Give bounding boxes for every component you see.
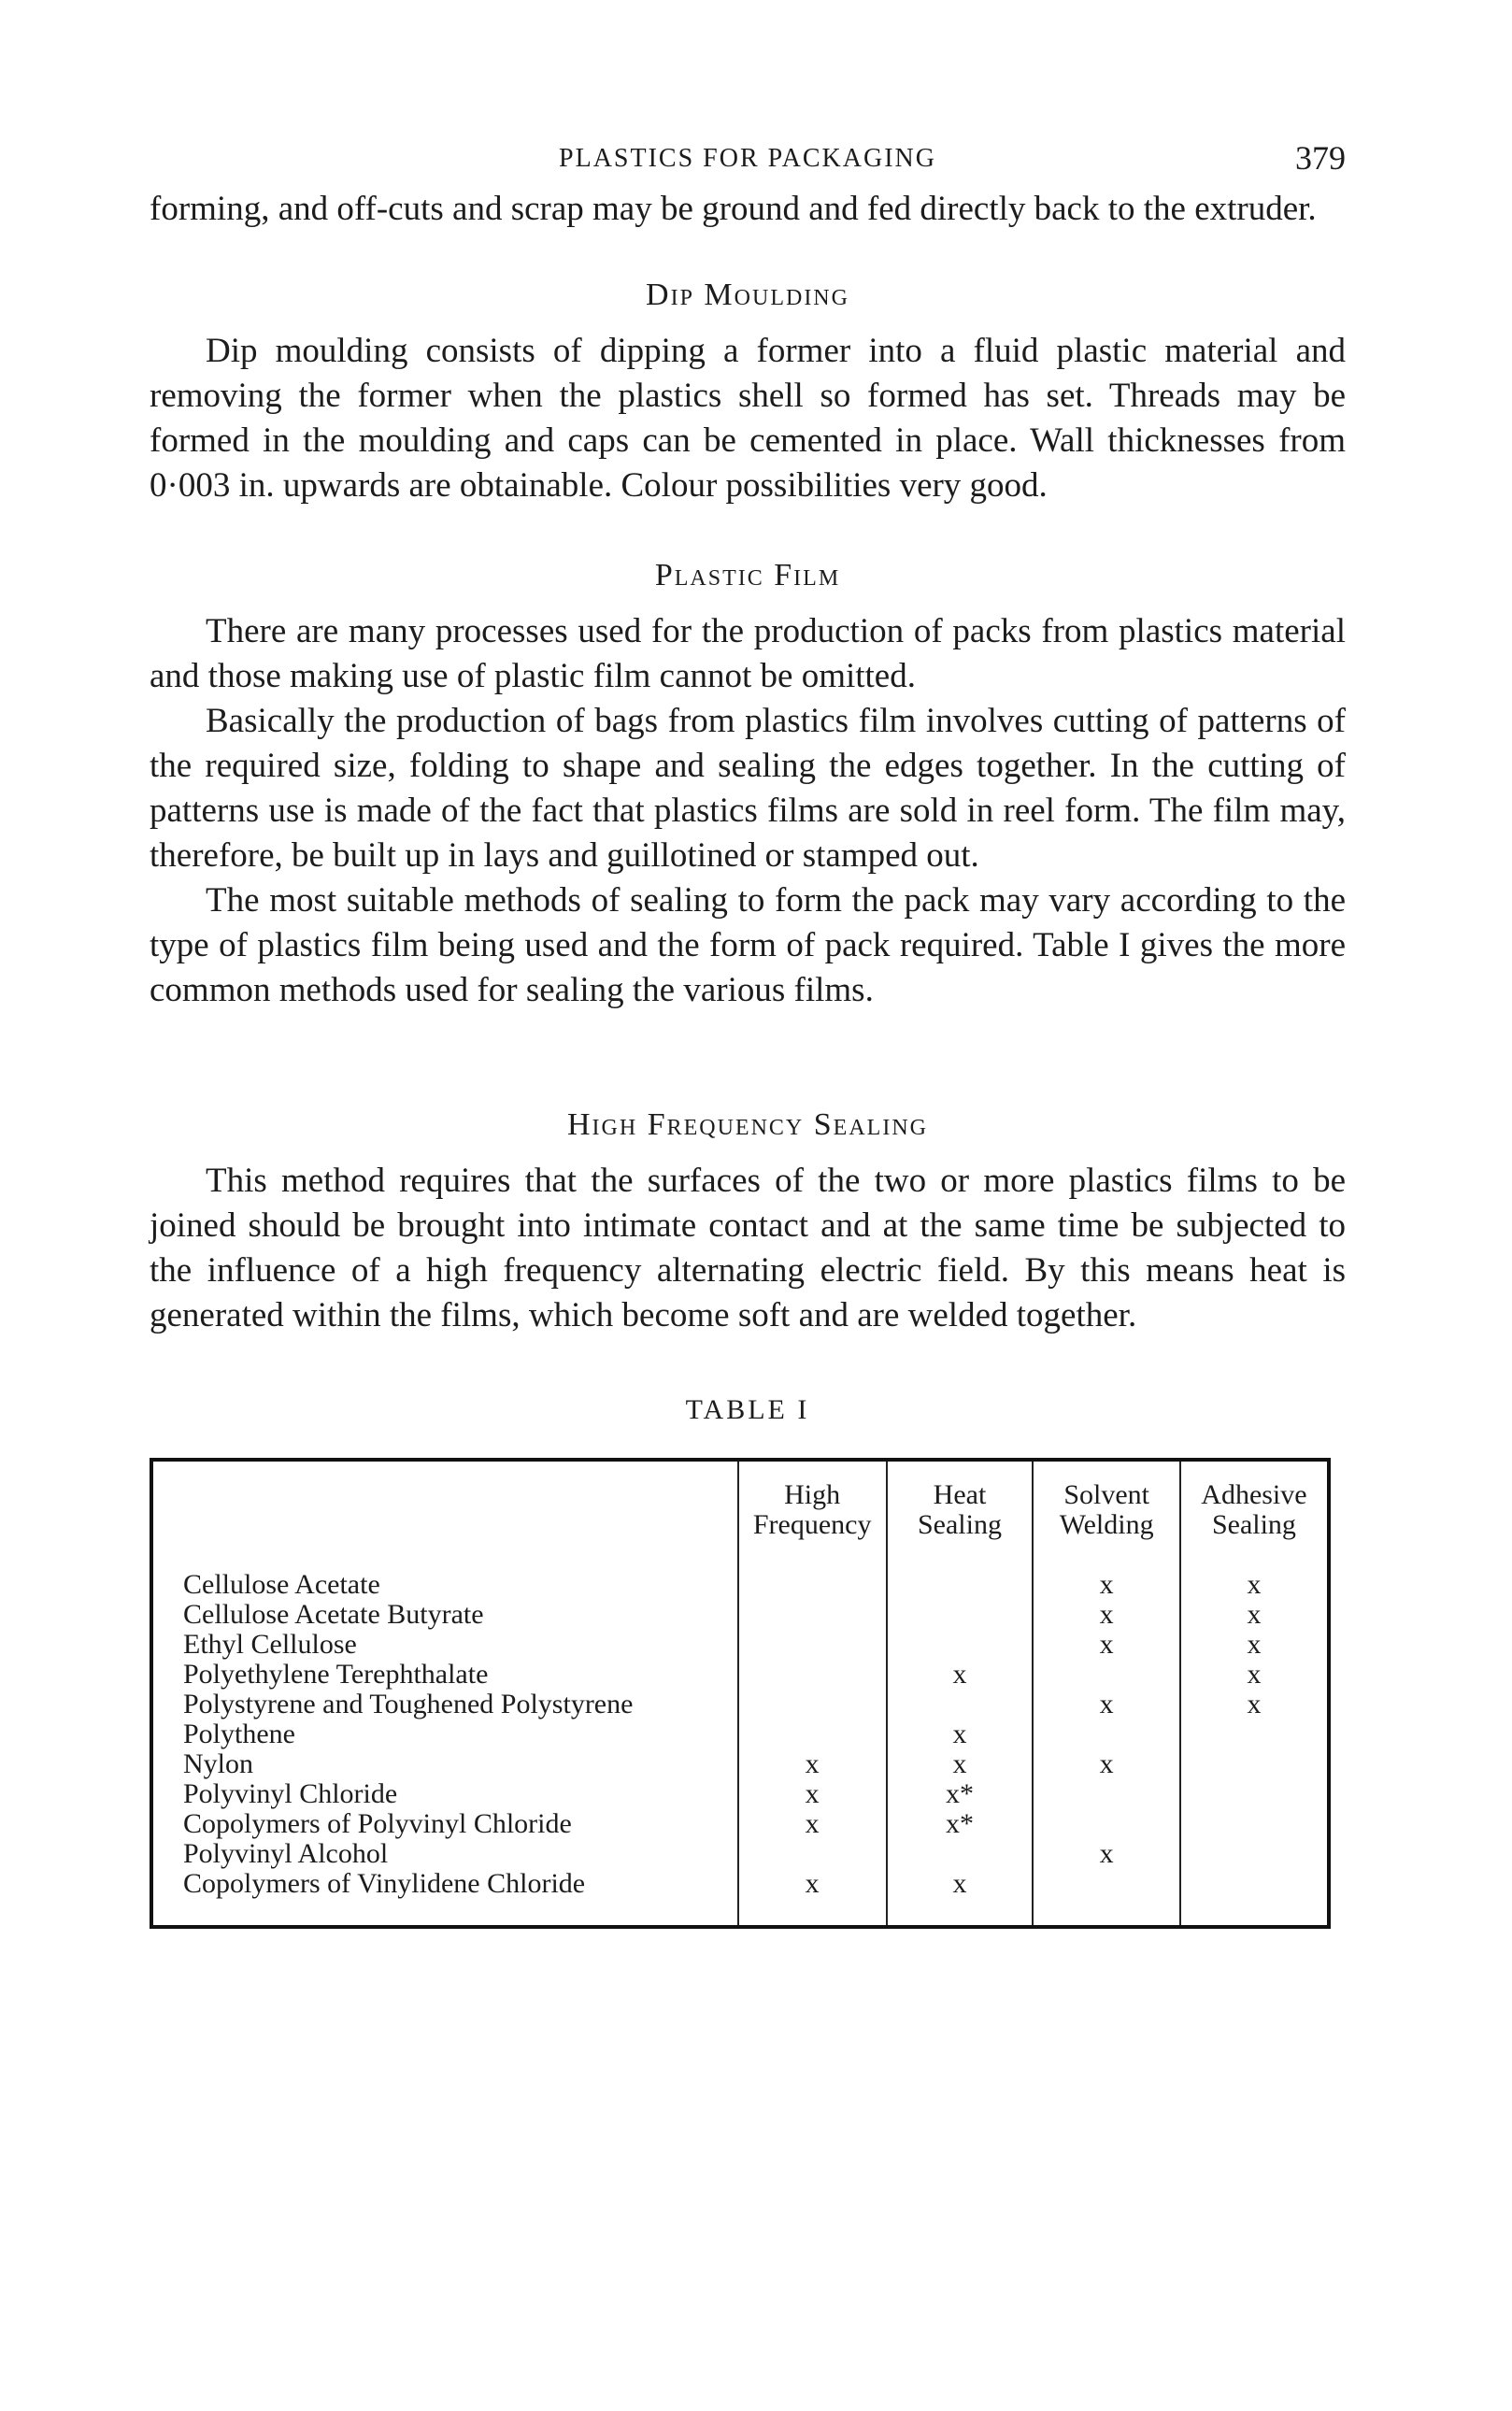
continuation-paragraph: forming, and off-cuts and scrap may be ground and fed directly back to the extruder. xyxy=(150,190,1317,228)
page-number: 379 xyxy=(1295,139,1346,177)
section-heading-plastic-film: Plastic Film xyxy=(654,558,841,592)
table-header-row xyxy=(151,1460,1329,1564)
heat-sealing-cell xyxy=(887,1690,1034,1719)
adhesive-sealing-cell: x xyxy=(1247,1599,1262,1630)
adhesive-sealing-cell xyxy=(1180,1869,1329,1927)
material-cell: Polyethylene Terephthalate xyxy=(151,1660,738,1690)
header-line: Frequency xyxy=(752,1509,872,1540)
high-frequency-cell: x xyxy=(738,1779,887,1809)
solvent-welding-cell xyxy=(1033,1779,1179,1809)
solvent-welding-cell xyxy=(1033,1869,1179,1927)
section-heading-dip-moulding: Dip Moulding xyxy=(646,278,849,312)
header-line: Sealing xyxy=(917,1509,1002,1540)
table-row xyxy=(151,1839,1329,1869)
header-line: Adhesive xyxy=(1201,1479,1307,1510)
material-cell: Polythene xyxy=(151,1719,738,1749)
solvent-welding-cell: x xyxy=(1033,1600,1179,1630)
table-row xyxy=(151,1564,1329,1600)
adhesive-sealing-cell: x xyxy=(1247,1659,1262,1690)
heat-sealing-cell xyxy=(887,1839,1034,1869)
material-cell: Cellulose Acetate Butyrate xyxy=(151,1600,738,1630)
high-frequency-cell xyxy=(738,1660,887,1690)
table-row xyxy=(151,1630,1329,1660)
table-row xyxy=(151,1809,1329,1839)
table-row xyxy=(151,1779,1329,1809)
section-heading-high-frequency-sealing: High Frequency Sealing xyxy=(566,1107,928,1142)
heat-sealing-cell: x xyxy=(887,1749,1034,1779)
adhesive-sealing-cell: x xyxy=(1247,1689,1262,1719)
adhesive-sealing-cell xyxy=(1180,1839,1329,1869)
adhesive-sealing-cell xyxy=(1180,1749,1329,1779)
solvent-welding-cell: x xyxy=(1033,1749,1179,1779)
high-frequency-paragraph: This method requires that the surfaces of the two or more plastics films to be joined should be brought into intimate contact and at the same time be subjected to the influence of a high frequency alternating electric field. By this means heat is generated within the films, which become soft and are welded together. xyxy=(150,1162,1346,1334)
material-cell: Cellulose Acetate xyxy=(151,1564,738,1600)
heat-sealing-cell xyxy=(887,1600,1034,1630)
heat-sealing-cell: x xyxy=(887,1660,1034,1690)
dip-moulding-paragraph: Dip moulding consists of dipping a former into a fluid plastic material and removing the former when the plastics shell so formed has set. Threads may be formed in the moulding and caps can be cemented in place. Wall thicknesses from 0·003 in. upwards are obtainable. Colour possibilities very good. xyxy=(150,332,1346,505)
running-header xyxy=(150,131,1346,187)
high-frequency-cell: x xyxy=(738,1809,887,1839)
table-header-solvent-welding xyxy=(1033,1460,1179,1564)
material-cell: Polyvinyl Chloride xyxy=(151,1779,738,1809)
running-title: PLASTICS FOR PACKAGING xyxy=(559,144,936,173)
high-frequency-cell xyxy=(738,1839,887,1869)
adhesive-sealing-cell xyxy=(1180,1779,1329,1809)
plastic-film-paragraph-3: The most suitable methods of sealing to form the pack may vary according to the type of plastics film being used and the form of pack required. Table I gives the more common methods used for sealing the various films. xyxy=(150,881,1346,1009)
sealing-methods-table xyxy=(150,1458,1331,1929)
table-header-material xyxy=(151,1460,738,1564)
heat-sealing-cell: x xyxy=(887,1719,1034,1749)
adhesive-sealing-cell xyxy=(1180,1809,1329,1839)
heat-sealing-cell: x xyxy=(887,1869,1034,1927)
table-header-adhesive-sealing xyxy=(1180,1460,1329,1564)
material-cell: Nylon xyxy=(151,1749,738,1779)
solvent-welding-cell: x xyxy=(1033,1564,1179,1600)
high-frequency-cell xyxy=(738,1719,887,1749)
high-frequency-cell xyxy=(738,1600,887,1630)
solvent-welding-cell xyxy=(1033,1719,1179,1749)
heat-sealing-cell xyxy=(887,1564,1034,1600)
adhesive-sealing-cell: x xyxy=(1247,1569,1262,1600)
table-row xyxy=(151,1600,1329,1630)
high-frequency-cell: x xyxy=(738,1869,887,1927)
material-cell: Copolymers of Polyvinyl Chloride xyxy=(151,1809,738,1839)
header-line: Welding xyxy=(1059,1509,1154,1540)
material-cell: Polystyrene and Toughened Polystyrene xyxy=(151,1690,738,1719)
adhesive-sealing-cell: x xyxy=(1247,1629,1262,1660)
header-line: Heat xyxy=(933,1479,987,1510)
heat-sealing-cell: x* xyxy=(887,1809,1034,1839)
heat-sealing-cell: x* xyxy=(887,1779,1034,1809)
material-cell: Polyvinyl Alcohol xyxy=(151,1839,738,1869)
material-cell: Ethyl Cellulose xyxy=(151,1630,738,1660)
heat-sealing-cell xyxy=(887,1630,1034,1660)
plastic-film-paragraph-1: There are many processes used for the production of packs from plastics material and those making use of plastic film cannot be omitted. xyxy=(150,612,1346,695)
table-row xyxy=(151,1660,1329,1690)
plastic-film-paragraph-2: Basically the production of bags from plastics film involves cutting of patterns of the required size, folding to shape and sealing the edges together. In the cutting of patterns use is made of the fact that plastics films are sold in reel form. The film may, therefore, be built up in lays and guillotined or stamped out. xyxy=(150,702,1346,875)
high-frequency-cell: x xyxy=(738,1749,887,1779)
solvent-welding-cell xyxy=(1033,1660,1179,1690)
solvent-welding-cell: x xyxy=(1033,1839,1179,1869)
solvent-welding-cell xyxy=(1033,1809,1179,1839)
header-line: High xyxy=(784,1479,841,1510)
high-frequency-cell xyxy=(738,1630,887,1660)
material-cell: Copolymers of Vinylidene Chloride xyxy=(151,1869,738,1927)
table-header-high-frequency xyxy=(738,1460,887,1564)
solvent-welding-cell: x xyxy=(1033,1630,1179,1660)
high-frequency-cell xyxy=(738,1690,887,1719)
table-row xyxy=(151,1719,1329,1749)
table-row xyxy=(151,1869,1329,1927)
high-frequency-cell xyxy=(738,1564,887,1600)
adhesive-sealing-cell xyxy=(1180,1719,1329,1749)
solvent-welding-cell: x xyxy=(1033,1690,1179,1719)
table-header-heat-sealing xyxy=(887,1460,1034,1564)
table-row xyxy=(151,1749,1329,1779)
header-line: Sealing xyxy=(1211,1509,1296,1540)
header-line: Solvent xyxy=(1063,1479,1149,1510)
table-row xyxy=(151,1690,1329,1719)
table-title: TABLE I xyxy=(685,1394,810,1425)
document-page xyxy=(150,131,1346,1929)
